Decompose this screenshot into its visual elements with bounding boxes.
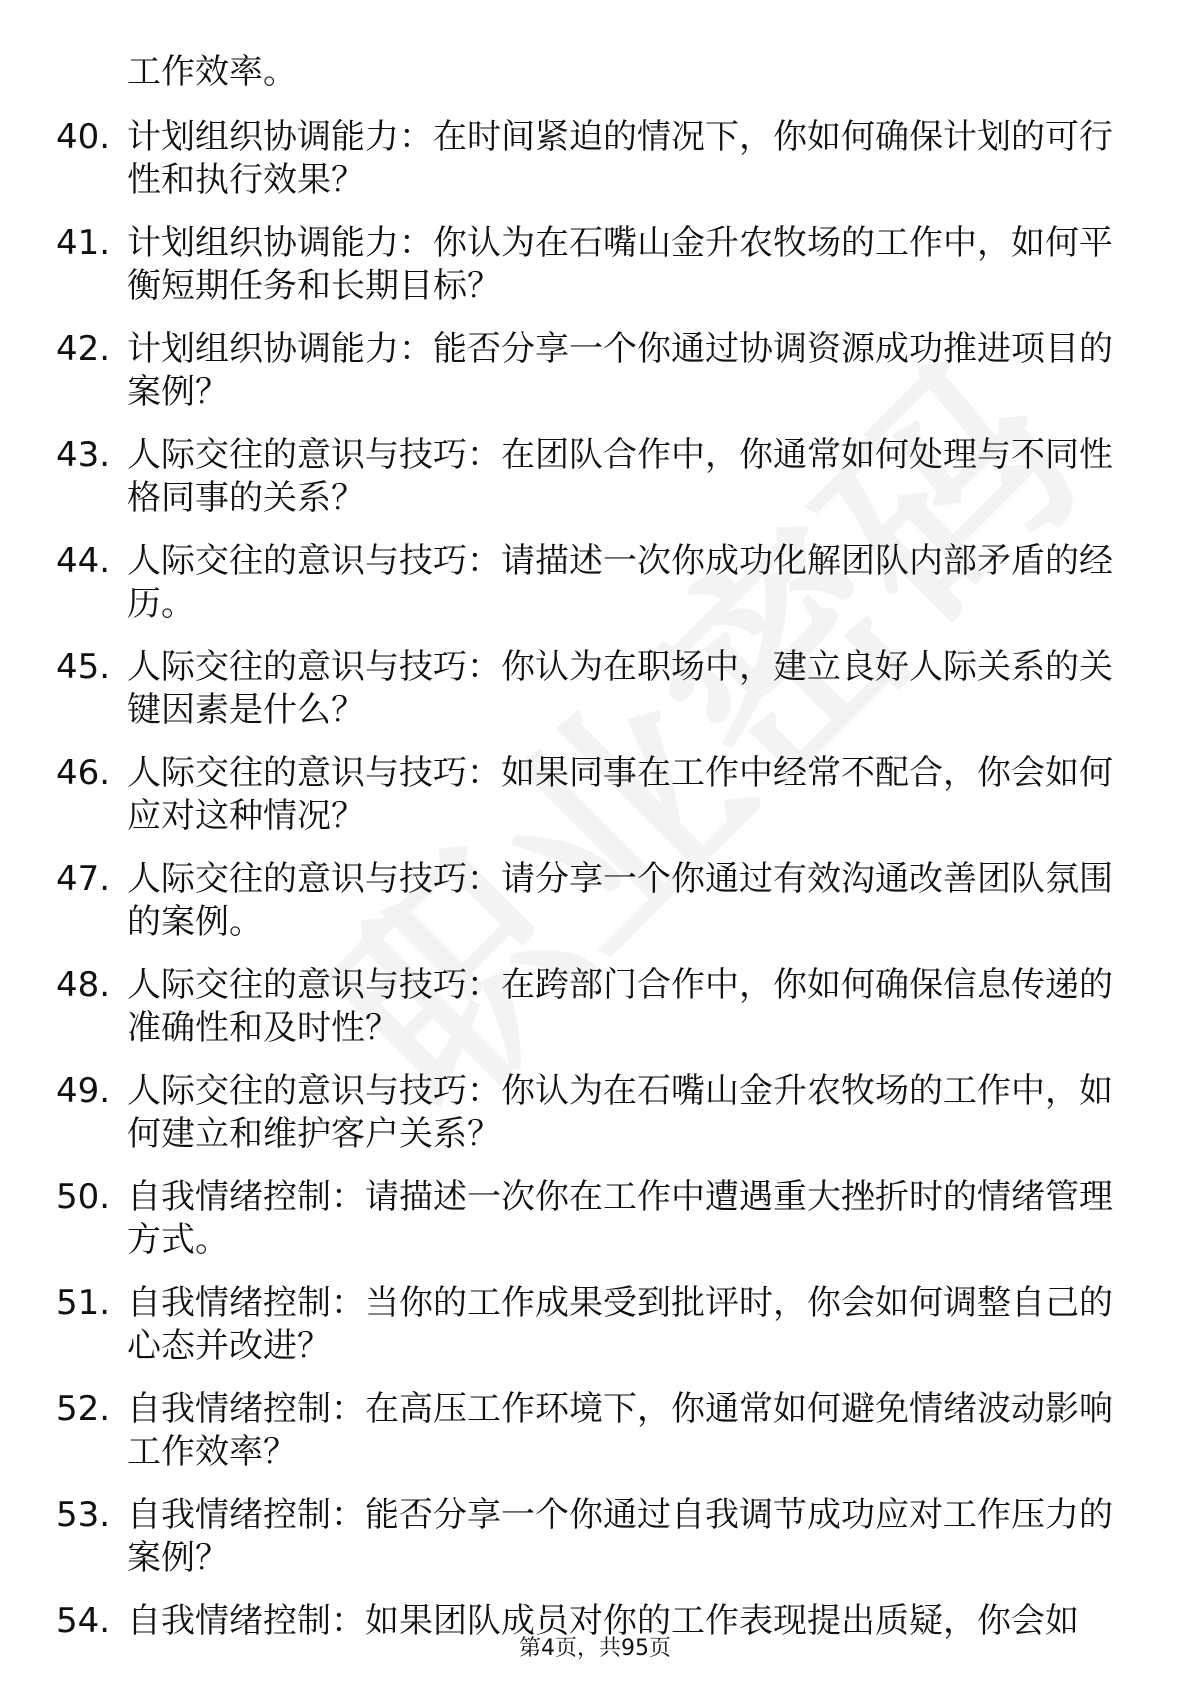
item-number: 42. bbox=[56, 329, 111, 369]
list-item bbox=[0, 646, 1190, 752]
list-item bbox=[0, 1176, 1190, 1282]
item-number: 48. bbox=[56, 965, 111, 1005]
continuation-text: 工作效率。 bbox=[127, 52, 297, 92]
item-text: 人际交往的意识与技巧：请分享一个你通过有效沟通改善团队氛围的案例。 bbox=[127, 859, 1113, 942]
item-text: 人际交往的意识与技巧：如果同事在工作中经常不配合，你会如何应对这种情况？ bbox=[127, 753, 1113, 836]
item-text: 自我情绪控制：能否分享一个你通过自我调节成功应对工作压力的案例？ bbox=[127, 1495, 1113, 1578]
list-item bbox=[0, 752, 1190, 858]
item-number: 54. bbox=[56, 1601, 111, 1641]
item-number: 51. bbox=[56, 1283, 111, 1323]
item-number: 47. bbox=[56, 859, 111, 899]
item-text: 自我情绪控制：请描述一次你在工作中遭遇重大挫折时的情绪管理方式。 bbox=[127, 1177, 1113, 1260]
item-text: 自我情绪控制：当你的工作成果受到批评时，你会如何调整自己的心态并改进？ bbox=[127, 1283, 1113, 1366]
item-text: 人际交往的意识与技巧：在团队合作中，你通常如何处理与不同性格同事的关系？ bbox=[127, 435, 1113, 518]
list-item bbox=[0, 540, 1190, 646]
item-number: 41. bbox=[56, 223, 111, 263]
item-text: 计划组织协调能力：在时间紧迫的情况下，你如何确保计划的可行性和执行效果？ bbox=[127, 117, 1113, 200]
item-number: 49. bbox=[56, 1071, 111, 1111]
item-number: 46. bbox=[56, 753, 111, 793]
item-text: 人际交往的意识与技巧：请描述一次你成功化解团队内部矛盾的经历。 bbox=[127, 541, 1113, 624]
list-item bbox=[0, 116, 1190, 222]
item-text: 计划组织协调能力：你认为在石嘴山金升农牧场的工作中，如何平衡短期任务和长期目标？ bbox=[127, 223, 1113, 306]
item-text: 自我情绪控制：在高压工作环境下，你通常如何避免情绪波动影响工作效率？ bbox=[127, 1389, 1113, 1472]
page-footer: 第4页，共95页 bbox=[519, 1636, 671, 1661]
list-item bbox=[0, 964, 1190, 1070]
question-list bbox=[0, 116, 1190, 1706]
item-text: 自我情绪控制：如果团队成员对你的工作表现提出质疑，你会如 bbox=[127, 1601, 1079, 1641]
list-item bbox=[0, 222, 1190, 328]
item-text: 计划组织协调能力：能否分享一个你通过协调资源成功推进项目的案例？ bbox=[127, 329, 1113, 412]
list-item bbox=[0, 1494, 1190, 1600]
item-number: 40. bbox=[56, 117, 111, 157]
item-number: 43. bbox=[56, 435, 111, 475]
item-number: 52. bbox=[56, 1389, 111, 1429]
list-item bbox=[0, 328, 1190, 434]
list-item bbox=[0, 858, 1190, 964]
item-number: 50. bbox=[56, 1177, 111, 1217]
item-text: 人际交往的意识与技巧：你认为在石嘴山金升农牧场的工作中，如何建立和维护客户关系？ bbox=[127, 1071, 1113, 1154]
item-number: 45. bbox=[56, 647, 111, 687]
item-text: 人际交往的意识与技巧：你认为在职场中，建立良好人际关系的关键因素是什么？ bbox=[127, 647, 1113, 730]
list-item bbox=[0, 434, 1190, 540]
item-text: 人际交往的意识与技巧：在跨部门合作中，你如何确保信息传递的准确性和及时性？ bbox=[127, 965, 1113, 1048]
item-number: 44. bbox=[56, 541, 111, 581]
list-item bbox=[0, 1282, 1190, 1388]
list-item bbox=[0, 1070, 1190, 1176]
list-item bbox=[0, 1388, 1190, 1494]
item-number: 53. bbox=[56, 1495, 111, 1535]
